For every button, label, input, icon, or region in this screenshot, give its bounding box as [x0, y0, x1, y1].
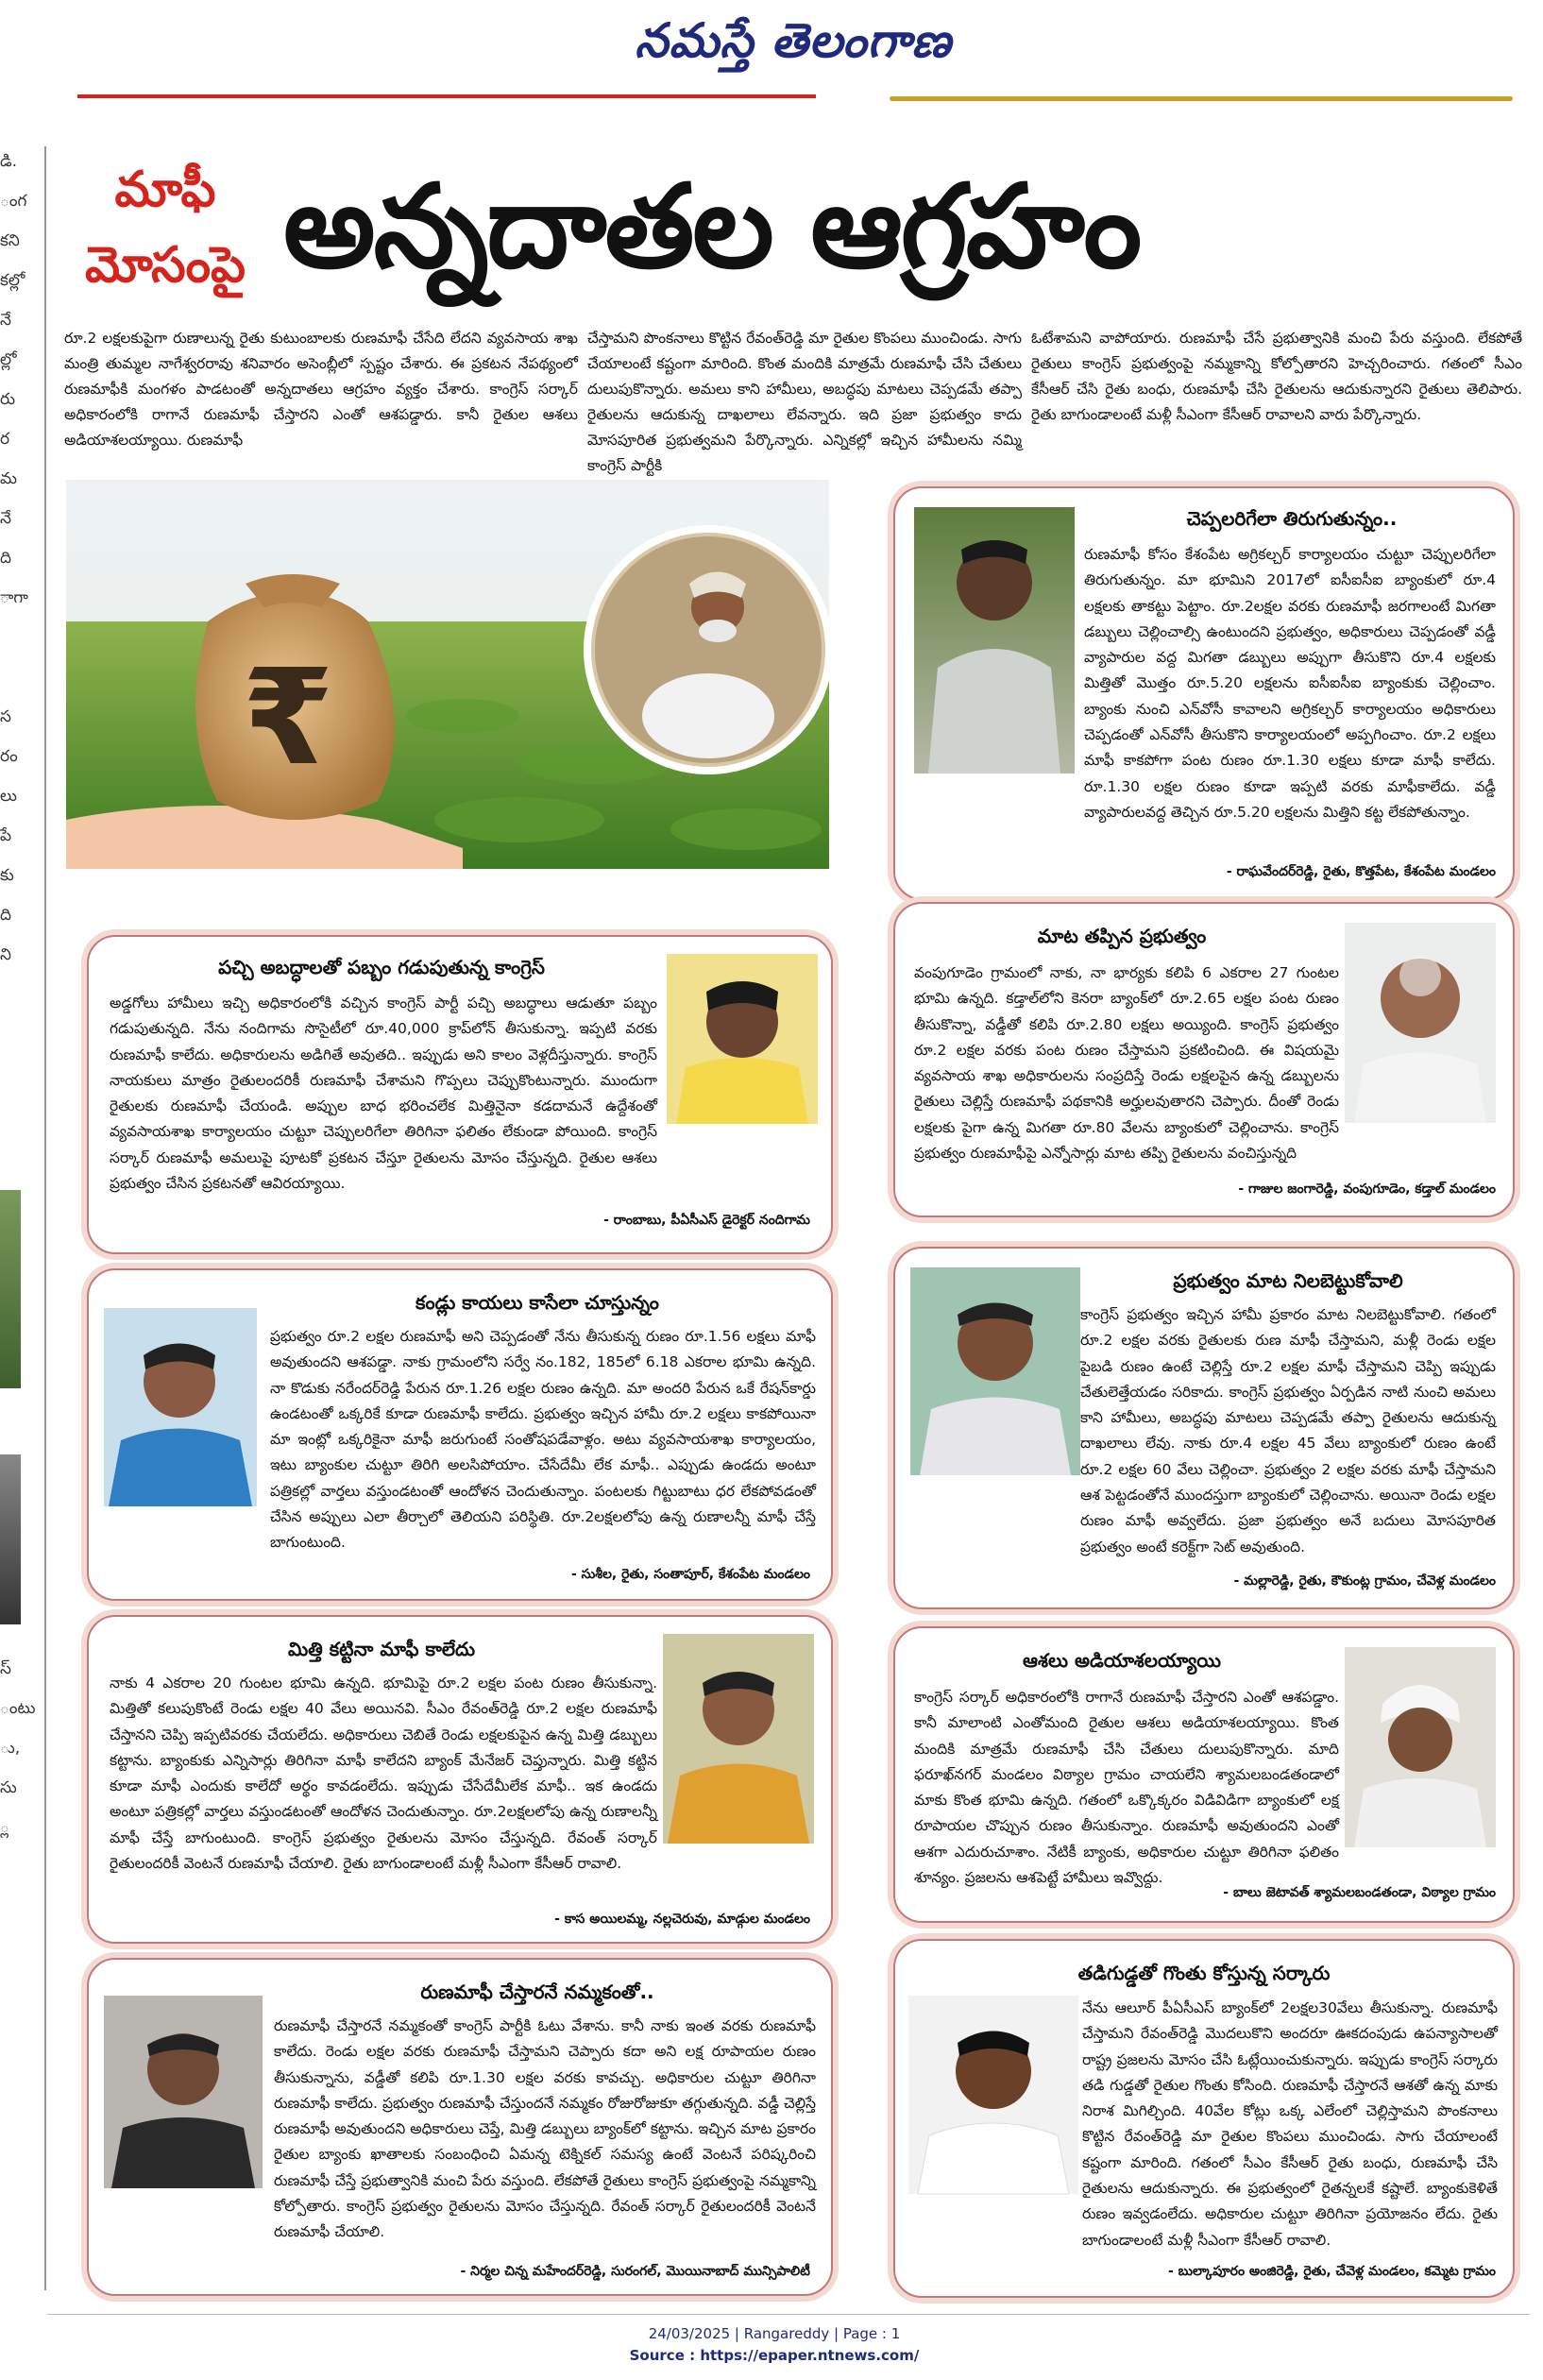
testimonial-signature: - నిర్మల చిన్న మహేందర్‌రెడ్డి, సురంగల్‌, మొయినాబాద్‌ మున్సిపాలిటీ	[460, 2264, 810, 2279]
testimonial-signature: - రాఘవేందర్‌రెడ్డి, రైతు, కొత్తపేట, కేశంపేట మండలం	[1226, 864, 1496, 879]
intro-column-1: రూ.2 లక్షలకుపైగా రుణాలున్న రైతు కుటుంబాలకు రుణమాఫీ చేసేది లేదని వ్యవసాయ శాఖ మంత్రి తుమ్మల నాగేశ్వరరావు శనివారం అసెంబ్లీలో స్పష్టం చేశారు. ఈ ప్రకటన నేపథ్యంలో రుణమాఫీకి మంగళం పాడటంతో అన్నదాతలు ఆగ్రహం వ్యక్తం చేశారు. కాంగ్రెస్‌ సర్కార్‌ అధికారంలోకి రాగానే రుణమాఫీ చేస్తారని ఎంతో ఆశపడ్డారు. కానీ రైతుల ఆశలు అడియాశలయ్యాయి. రుణమాఫీ	[64, 330, 578, 449]
column-divider	[44, 146, 46, 2290]
left-strip-fragment	[0, 618, 34, 657]
testimonial-signature: - కాస అయిలమ్మ, నల్లచెరువు, మాడ్గుల మండలం	[554, 1912, 810, 1927]
left-strip-fragment: ు,	[0, 1739, 21, 1758]
left-strip-fragment: కల్లో	[0, 271, 25, 290]
left-strip-fragment	[0, 1411, 34, 1451]
farmer-photo	[910, 1267, 1080, 1475]
farmer-photo	[1345, 923, 1496, 1123]
svg-text:₹: ₹	[242, 641, 334, 795]
testimonial-title: రుణమాఫీ చేస్తారనే నమ్మకంతో..	[420, 1980, 654, 2003]
testimonial-signature: - బుల్కాపూరం అంజిరెడ్డి, రైతు, చేవెళ్ల మండలం, కమ్మెట గ్రామం	[1167, 2264, 1496, 2279]
footer-source-line: Source : https://epaper.ntnews.com/	[629, 2347, 920, 2364]
left-strip-fragment: ్ల	[0, 1818, 9, 1837]
testimonial-title: ప్రభుత్వం మాట నిలబెట్టుకోవాలి	[1173, 1269, 1403, 1292]
testimonial-box-7	[893, 1626, 1515, 1923]
testimonial-title: ఆశలు అడియాశలయ్యాయి	[1023, 1649, 1221, 1672]
testimonial-box-6	[87, 1615, 833, 1944]
testimonial-body: కాంగ్రెస్‌ ప్రభుత్వం ఇచ్చిన హామీ ప్రకారం మాట నిలబెట్టుకోవాలి. గతంలో రూ.2 లక్షల వరకు రైతులకు రుణ మాఫీ చేస్తామని, మళ్లీ రెండు లక్షల పైబడి రుణం ఉంటే చెల్లిస్తే రూ.2 లక్షల మాఫీ చేస్తామని చెప్పి ఇప్పుడు చేతులెత్తేయడం సరికాదు. కాంగ్రెస్‌ ప్రభుత్వం ఏర్పడిన నాటి నుంచి అమలు కాని హామీలు, అబద్ధపు మాటలు చెప్పడమే తప్పా రైతులను ఆదుకున్న దాఖలాలు లేవు. నాకు రూ.4 లక్షల 45 వేలు బ్యాంకులో రుణం ఉంటే రూ.2 లక్షల 60 వేలు చెల్లించా. ప్రభుత్వం 2 లక్షల వరకు మాఫీ చేస్తామని ఆశ పెట్టడంతోనే ముందస్తుగా బ్యాంకులో చెల్లించాను. అయినా రెండు లక్షల రుణం మాఫీ అవ్వలేదు. ప్రజా ప్రభుత్వం అనే బదులు మోసపూరిత ప్రభుత్వం అంటే కరెక్ట్‌గా సెట్‌ అవుతుంది.	[1080, 1306, 1496, 1556]
testimonial-title: పచ్చి అబద్ధాలతో పబ్బం గడుపుతున్న కాంగ్రెస్‌	[218, 956, 545, 978]
left-strip-fragment: పే	[0, 826, 12, 845]
left-strip-photo	[0, 1190, 21, 1388]
testimonial-box-8	[87, 1958, 833, 2296]
intro-column-2: చేస్తామని పొంకనాలు కొట్టిన రేవంత్‌రెడ్డి మా రైతుల కొంపలు ముంచిండు. సాగు చేయాలంటే కష్టంగా మారింది. కొంత మందికి మాత్రమే రుణమాఫీ చేసి చేతులు దులుపుకొన్నారు. అమలు కాని హామీలు, అబద్ధపు మాటలు చెప్పడమే తప్పా రైతులను ఆదుకున్న దాఖలాలు లేవన్నారు. ఇది ప్రజా ప్రభుత్వం కాదు మోసపూరిత ప్రభుత్వమని పేర్కొన్నారు. ఎన్నికల్లో ఇచ్చిన హామీలను నమ్మి కాంగ్రెస్‌ పార్టీకి	[587, 330, 1022, 474]
left-strip-fragment: డి.	[0, 152, 17, 171]
left-strip-fragment: ర	[0, 430, 10, 449]
left-strip-fragment	[0, 657, 34, 697]
testimonial-title: మాట తప్పిన ప్రభుత్వం	[1037, 925, 1207, 947]
testimonial-box-2	[87, 935, 833, 1254]
farmer-photo	[908, 1996, 1078, 2194]
left-strip-fragment: ని	[0, 945, 11, 964]
left-strip-fragment: మ	[0, 469, 17, 488]
testimonial-box-5	[893, 1247, 1515, 1609]
testimonial-signature: - సుశీల, రైతు, సంతాపూర్‌, కేశంపేట మండలం	[570, 1567, 810, 1582]
left-strip-fragment: ంటు	[0, 1699, 36, 1718]
left-strip-fragment	[0, 1094, 34, 1133]
headline-kicker-2: మోసంపై	[85, 237, 246, 294]
left-strip-fragment	[0, 2046, 34, 2085]
left-strip-fragment: ాగా	[0, 588, 28, 607]
left-strip-fragment: ల్లో	[0, 350, 17, 369]
testimonial-body: అడ్డగోలు హామీలు ఇచ్చి అధికారంలోకి వచ్చిన కాంగ్రెస్‌ పార్టీ పచ్చి అబద్ధాలు ఆడుతూ పబ్బం గడుపుతున్నది. నేను నందిగామ సొసైటీలో రూ.40,000 క్రాప్‌లోన్‌ తీసుకున్నా. ఇప్పటి వరకు రుణమాఫీ కాలేదు. అధికారులను అడిగితే అవుతది.. ఇప్పుడు అని కాలం వెళ్లదీస్తున్నారు. కాంగ్రెస్‌ నాయకులు మాత్రం రైతులందరికీ రుణమాఫీ చేశామని గొప్పలు చెప్పుకొంటున్నారు. ముందుగా రైతులకు రుణమాఫీ చేయండి. అప్పుల బాధ భరించలేక మిత్తినైనా కడదామనే ఉద్దేశంతో వ్యవసాయశాఖ కార్యాలయం చుట్టూ చెప్పులరిగేలా తిరిగినా ఫలితం లేకుండా పోయింది. కాంగ్రెస్‌ సర్కార్‌ రుణమాఫీ అమలుపై పూటకో ప్రకటన చేస్తూ రైతులను మోసం చేస్తున్నది. రైతుల ఆశలు ప్రభుత్వం చేసిన ప్రకటనతో ఆవిరయ్యాయి.	[110, 994, 657, 1193]
farmer-photo	[663, 1634, 814, 1844]
left-strip-photo-2	[0, 1454, 21, 1624]
left-strip-fragment: ంగ	[0, 192, 27, 211]
footer-rule	[47, 2314, 1530, 2315]
farmer-photo	[667, 954, 818, 1124]
testimonial-box-9	[893, 1939, 1515, 2298]
headline-main: అన్నదాతల ఆగ్రహం	[283, 160, 1141, 294]
left-strip-fragment	[0, 2006, 34, 2046]
testimonial-box-4	[87, 1268, 833, 1601]
left-strip-fragment: ది	[0, 549, 12, 568]
testimonial-title: కండ్లు కాయలు కాసేలా చూస్తున్నం	[415, 1291, 659, 1314]
left-strip-fragment	[0, 1927, 34, 1966]
left-strip-fragment: సు	[0, 1778, 17, 1797]
left-strip-fragment: లు	[0, 787, 17, 806]
testimonial-box-1	[893, 486, 1515, 900]
testimonial-body: కాంగ్రెస్‌ సర్కార్‌ అధికారంలోకి రాగానే రుణమాఫీ చేస్తారని ఎంతో ఆశపడ్డాం. కానీ మాలాంటి ఎంతోమంది రైతుల ఆశలు అడియాశలయ్యాయి. కొంత మందికి మాత్రమే రుణమాఫీ చేసి చేతులు దులుపుకొన్నారు. మాది ఫరూఖ్‌నగర్‌ మండలం విఠ్యాల గ్రామం చాయలేని శ్యామలబండతండాలో మాకు కొంత భూమి ఉన్నది. గతంలో ఒక్కొక్కరం విడివిడిగా బ్యాంకులో లక్ష రూపాయల చొప్పున రుణం తీసుకున్నాం. రుణమాఫీ అవుతుందని ఎంతో ఆశగా ఎదురుచూశాం. నేటికీ బ్యాంకు, అధికారుల చుట్టూ తిరిగినా ఫలితం శూన్యం. ప్రజలను ఆశపెట్టే హామీలు ఇవ్వొద్దు.	[914, 1689, 1339, 1887]
left-strip-fragment: కని	[0, 231, 20, 250]
testimonial-body: ప్రభుత్వం రూ.2 లక్షల రుణమాఫీ అని చెప్పడంతో నేను తీసుకున్న రుణం రూ.1.56 లక్షలు మాఫీ అవుతుందని ఆశపడ్డా. నాకు గ్రామంలోని సర్వే నం.182, 185లో 6.18 ఎకరాల భూమి ఉన్నది. నా కొడుకు నరేందర్‌రెడ్డి పేరున రూ.1.26 లక్షల రుణం ఉన్నది. మా అందరి పేరున ఒకే రేషన్‌కార్డు ఉండటంతో ఒక్కరికే కూడా రుణమాఫీ కాలేదు. ప్రభుత్వం ఇచ్చిన హామీ రూ.2 లక్షలు కాకపోయినా మా ఇంట్లో ఒక్కరికైనా మాఫీ జరుగుంటే సంతోషపడేవాళ్లం. అటు వ్యవసాయశాఖ కార్యాలయం, ఇటు బ్యాంకుల చుట్టూ తిరిగి అలసిపోయాం. చేసేదేమీ లేక మాఫీ.. ఎప్పుడు ఉండదు అంటూ పత్రికల్లో వార్తలు వస్తుండటంతో ఆందోళన చెందుతున్నాం. పంటలకు గిట్టుబాటు ధర లేకపోవడంతో చేసిన అప్పులు ఎలా తీర్చాలో తెలియని పరిస్థితి. రూ.2లక్షలలోపు ఉన్న రుణాలన్నీ మాఫీ చేస్తే బాగుంటుంది.	[270, 1328, 816, 1552]
left-strip-fragment: రు	[0, 390, 15, 409]
testimonial-body: నాకు 4 ఎకరాల 20 గుంటల భూమి ఉన్నది. భూమిపై రూ.2 లక్షల పంట రుణం తీసుకున్నా. మిత్తితో కలుపుకొంటే రెండు లక్షల 40 వేలు అయినవి. సీఎం రేవంత్‌రెడ్డి రూ.2 లక్షల రుణమాఫీ చేస్తానని చెప్పి ఇప్పటివరకు చేయలేదు. అధికారులు చెబితే రెండు లక్షలకుపైన ఉన్న మిత్తి డబ్బులు కట్టాను. బ్యాంకుకు ఎన్నిసార్లు తిరిగినా మాఫీ కాలేదని బ్యాంక్‌ మేనేజర్‌ చెప్తున్నారు. మిత్తి కట్టిన కూడా మాఫీ ఎందుకు కాలేదో అర్థం కావడంలేదు. ఇప్పుడు చేసేదేమీలేక మాఫీ.. ఇక ఉండదు అంటూ పత్రికల్లో వార్తలు వస్తుండటంతో ఆందోళన చెందుతున్నాం. రూ.2లక్షలలోపు ఉన్న రుణాలన్నీ మాఫీ చేస్తే బాగుంటుంది. కాంగ్రెస్‌ ప్రభుత్వం రైతులను మోసం చేస్తున్నది. రేవంత్‌ సర్కార్‌ రైతులందరికీ వెంటనే రుణమాఫీ చేయాలి. రైతు బాగుండాలంటే మళ్లీ సీఎంగా కేసీఆర్‌ రావాలి.	[110, 1674, 657, 1873]
testimonial-title: తడిగుడ్డతో గొంతు కోస్తున్న సర్కారు	[1077, 1962, 1331, 1984]
testimonial-body: రుణమాఫీ చేస్తారనే నమ్మకంతో కాంగ్రెస్‌ పార్టీకి ఓటు వేశాను. కానీ నాకు ఇంత వరకు రుణమాఫీ కాలేదు. రెండు లక్షల వరకు రుణమాఫీ చేస్తామని చెప్పారు కదా అని లక్ష రూపాయల రుణం తీసుకున్నాను, వడ్డీతో కలిపి రూ.1.30 లక్షల వరకు కావచ్చు. అధికారుల చుట్టూ తిరిగినా రుణమాఫీ కాలేదు. ప్రభుత్వం రుణమాఫీ చేస్తుందనే నమ్మకం రోజురోజుకూ తగ్గుతున్నది. వడ్డీ చెల్లిస్తే రుణమాఫీ అవుతుందని అధికారులు చెప్తే, మిత్తి డబ్బులు బ్యాంక్‌లో కట్టాను. ఇచ్చిన మాట ప్రకారం రైతుల బ్యాంకు ఖాతాలకు సంబంధించి ఏమన్న టెక్నికల్‌ సమస్య ఉంటే వెంటనే పరిష్కరించి రుణమాఫీ చేస్తే ప్రభుత్వానికి మంచి పేరు వస్తుంది. లేకపోతే రైతులు కాంగ్రెస్‌ ప్రభుత్వంపై నమ్మకాన్ని కోల్పోతారు. కాంగ్రెస్‌ ప్రభుత్వం రైతులను మోసం చేస్తున్నది. రేవంత్‌ సర్కార్‌ రైతులందరికీ వెంటనే రుణమాఫీ చేయాలి.	[274, 2017, 816, 2241]
testimonial-title: చెప్పలరిగేలా తిరుగుతున్నం..	[1186, 507, 1398, 530]
farmer-photo	[914, 507, 1075, 774]
left-strip-fragment: నే	[0, 509, 11, 528]
testimonial-signature: - రాంబాబు, పీఏసీఎస్‌ డైరెక్టర్‌ నందిగామ	[603, 1213, 810, 1228]
left-strip-fragment	[0, 975, 34, 1014]
testimonial-box-3	[893, 902, 1515, 1217]
farmer-photo	[104, 1996, 263, 2188]
footer-date-line: 24/03/2025 | Rangareddy | Page : 1	[648, 2325, 901, 2342]
testimonial-body: నేను ఆలూర్‌ పీఏసీఎస్‌ బ్యాంక్‌లో 2లక్షల30వేలు తీసుకున్నా. రుణమాఫీ చేస్తామని రేవంత్‌రెడ్డి మొదలుకొని అందరూ ఊకదంపుడు ఉపన్యాసాలతో రాష్ట్ర ప్రజలను మోసం చేసి ఓట్లేయించుకున్నారు. ఇప్పుడు కాంగ్రెస్‌ సర్కారు తడి గుడ్డతో రైతుల గొంతు కోసింది. రుణమాఫీ చేస్తారనే ఆశతో ఉన్న మాకు నిరాశ మిగిల్చింది. 40వేల కోట్లు ఒక్క ఎలేంలో చెల్లిస్తామని పొంకనాలు కొట్టిన రేవంత్‌రెడ్డి మా రైతుల కొంపలు ముంచిండు. సాగు చేయాలంటే కష్టంగా మారింది. గతంలో సీఎం కేసీఆర్‌ రైతు బంధు, రుణమాఫీ చేసి రైతులను ఆదుకున్నారు. ఈ ప్రభుత్వంలో రైతన్నలకే కష్టాలే. బ్యాంకుకెళితే రుణం ఇవ్వడంలేదు. అధికారుల చుట్టూ తిరిగినా ప్రయోజనం లేదు. రైతు బాగుండాలంటే మళ్లీ సీఎంగా కేసీఆర్‌ రావాలి.	[1082, 1999, 1498, 2249]
left-strip-fragment: రం	[0, 747, 18, 766]
left-strip-fragment	[0, 1054, 34, 1094]
intro-column-3: ఓటేశామని వాపోయారు. రుణమాఫీ చేసే ప్రభుత్వానికి మంచి పేరు వస్తుంది. లేకపోతే రైతులు కాంగ్రెస్‌ ప్రభుత్వంపై నమ్మకాన్ని కోల్పోతారని హెచ్చరించారు. గతంలో సీఎం కేసీఆర్‌ చేసి రైతు బంధు, రుణమాఫీ చేసి రైతులను ఆదుకున్నారని రైతులు తెలిపారు. రైతు బాగుండాలంటే మళ్లీ సీఎంగా కేసీఆర్‌ రావాలని వారు పేర్కొన్నారు.	[1031, 330, 1522, 423]
left-strip-fragment: స్	[0, 1659, 11, 1678]
left-strip-fragment: ది	[0, 906, 12, 925]
testimonial-signature: - గాజుల జంగారెడ్డి, వంపుగూడెం, కడ్తాల్‌ మండలం	[1238, 1182, 1496, 1197]
testimonial-signature: - బాలు జెటావత్‌ శ్యామలబండతండా, విఠ్యాల గ్రామం	[1223, 1885, 1496, 1900]
testimonial-body: వంపుగూడెం గ్రామంలో నాకు, నా భార్యకు కలిపి 6 ఎకరాల 27 గుంటల భూమి ఉన్నది. కడ్తాల్‌లోని కెనరా బ్యాంక్‌లో రూ.2.65 లక్షల పంట రుణం తీసుకొన్నా, వడ్డీతో కలిపి రూ.2.80 లక్షలు అయ్యింది. కాంగ్రెస్‌ ప్రభుత్వం రూ.2 లక్షల వరకు పంట రుణం చేస్తామని ప్రకటించింది. ఈ విషయమై వ్యవసాయ శాఖ అధికారులను సంప్రదిస్తే రెండు లక్షలపైన ఉన్న డబ్బులను రైతులు చెల్లిస్తే రుణమాఫీ పథకానికి అర్హులవుతారని చెప్పారు. దీంతో రెండు లక్షలకు పైగా ఉన్న మిగతా రూ.80 వేలను బ్యాంకులో చెల్లించాను. కాంగ్రెస్‌ ప్రభుత్వం రుణమాఫీపై ఎన్నోసార్లు మాట తప్పి రైతులను వంచిస్తున్నది	[914, 964, 1339, 1163]
masthead-rule-right	[890, 96, 1513, 101]
left-strip-fragment	[0, 1014, 34, 1054]
farmer-photo	[1345, 1647, 1496, 1847]
testimonial-signature: - మల్లారెడ్డి, రైతు, కౌకుంట్ల గ్రామం, చేవెళ్ల మండలం	[1233, 1573, 1496, 1589]
left-strip-fragment	[0, 1887, 34, 1927]
left-strip-fragment: కు	[0, 866, 14, 885]
headline-kicker-1: మాఫీ	[114, 162, 216, 218]
left-strip-fragment	[0, 1966, 34, 2006]
masthead-logo: నమస్తే తెలంగాణ	[635, 12, 952, 68]
masthead-rule-left	[77, 94, 816, 98]
left-strip-fragment	[0, 1847, 34, 1887]
left-strip-fragment: స	[0, 707, 11, 726]
testimonial-body: రుణమాఫీ కోసం కేశంపేట అగ్రికల్చర్‌ కార్యాలయం చుట్టూ చెప్పులరిగేలా తిరుగుతున్నం. మా భూమిని 2017లో ఐసీఐసీఐ బ్యాంకులో రూ.4 లక్షలకు తాకట్టు పెట్టాం. రూ.2లక్షల వరకు రుణమాఫీ జరగాలంటే మిగతా డబ్బులు చెల్లించాల్సి ఉంటుందని ప్రభుత్వం, అధికారులు చెప్పడంతో వడ్డీ వ్యాపారుల వద్ద మిగతా డబ్బులు అప్పుగా తీసుకొని రూ.4 లక్షలకు మిత్తితో మొత్తం రూ.5.20 లక్షలను ఐసీఐసీఐ బ్యాంకుకు చెల్లించాం. బ్యాంకు నుంచి ఎన్‌వోసీ కావాలని అగ్రికల్చర్‌ కార్యాలయం అధికారులు చెప్పడంతో ఎన్‌వోసీ తీసుకొని కార్యాలయంలో అప్పగించాం. రూ.2 లక్షలు మాఫీ కాకపోగా పంట రుణం రూ.1.30 లక్షలు కూడా మాఫీ కాలేదు. రూ.1.30 లక్షల రుణం కూడా ఇప్పటి వరకు మాఫీకాలేదు. వడ్డీ వ్యాపారులవద్ద తెచ్చిన రూ.5.20 లక్షలను మిత్తిని కట్ట లేకపోతున్నాం.	[1084, 546, 1496, 821]
farmer-photo	[104, 1308, 257, 1506]
testimonial-title: మిత్తి కట్టినా మాఫీ కాలేదు	[287, 1638, 476, 1660]
left-strip-fragment: నే	[0, 311, 11, 330]
lead-illustration	[66, 480, 829, 869]
left-strip-fragment	[0, 1133, 34, 1173]
